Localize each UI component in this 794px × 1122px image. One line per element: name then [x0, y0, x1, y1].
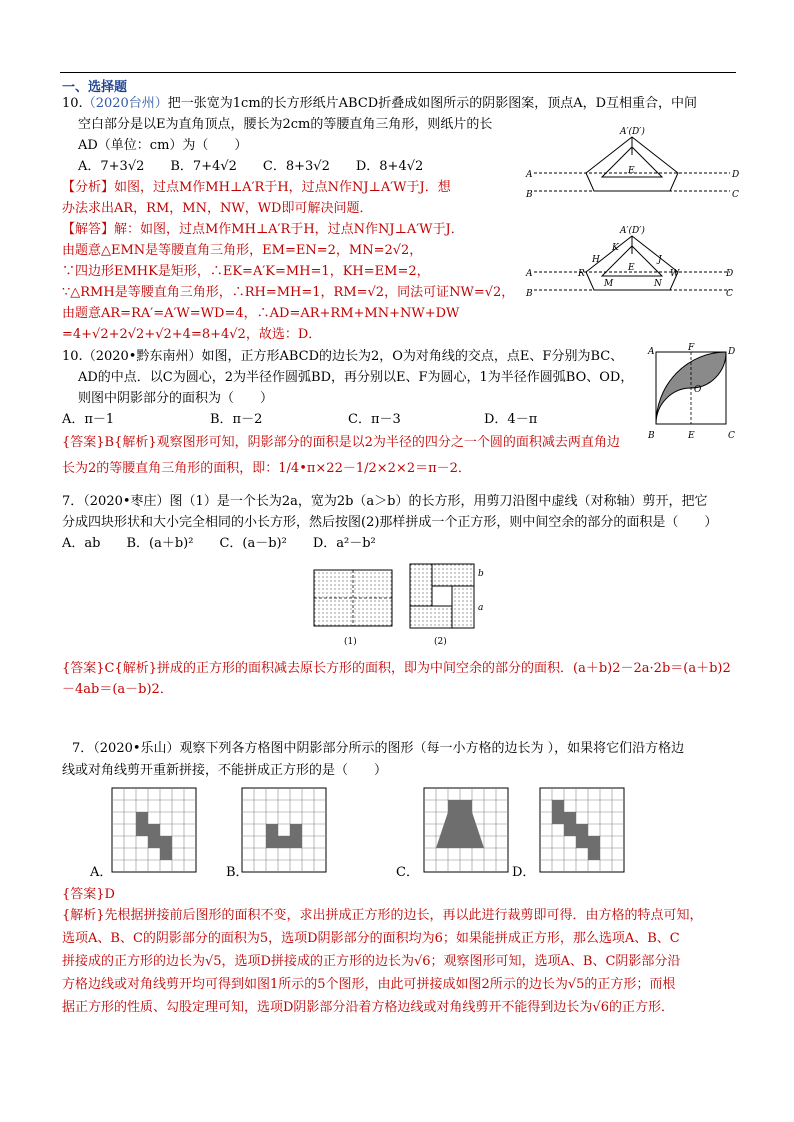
q2-line1: [62, 348, 623, 365]
q3-line1: [62, 493, 708, 510]
q1-fig2-A: A: [526, 269, 533, 279]
q1-fig2-W: W: [670, 269, 680, 279]
q1-fig1-B: B: [526, 190, 533, 200]
q3-line2: 分成四块形状和大小完全相同的小长方形，然后按图(2)那样拼成一个正方形，则中间空余的部分的面积是（ ）: [62, 515, 718, 530]
q1-sol4: ∵△RMH是等腰直角三角形，∴RH=MH=1，RM=√2，同法可证NW=√2，: [62, 285, 515, 300]
q1-fig2-apex: A′(D′): [620, 226, 645, 236]
q4-line1: [72, 740, 684, 757]
q4-grid-a: [112, 788, 196, 872]
q1-line1: [62, 95, 697, 112]
q2-source: （2020•黔东南州）: [82, 349, 202, 364]
q4-grid-b: [242, 788, 326, 872]
q3-answer2: －4ab＝(a－b)2．: [62, 682, 173, 697]
q3-num: 7．: [62, 494, 84, 509]
q3-fig-label2: (2): [434, 637, 447, 647]
q2-num: 10.: [62, 349, 83, 364]
q1-line2: 空白部分是以E为直角顶点，腰长为2cm的等腰直角三角形，则纸片的长: [78, 117, 493, 132]
q1-options: A．7+3√2 B．7+4√2 C．8+3√2 D．8+4√2: [78, 159, 424, 174]
q4-option-a: A．: [90, 865, 113, 880]
q2-option-a: A．π－1: [62, 412, 115, 427]
q4-grid-d: [540, 788, 624, 872]
q3-source: （2020•枣庄）: [83, 494, 170, 509]
q2-line3: 则图中阴影部分的面积为（ ）: [78, 391, 274, 406]
q4-grid-a-shape: [136, 812, 172, 860]
q4-exp2: 选项A、B、C的阴影部分的面积为5，选项D阴影部分的面积均为6；如果能拼成正方形，那么选项A、B、C: [62, 931, 680, 946]
q4-source: （2020•乐山）: [93, 741, 180, 756]
q4-num: 7．: [72, 741, 94, 756]
q1-sol2: 由题意△EMN是等腰直角三角形，EM=EN=2，MN=2√2，: [62, 243, 423, 258]
q4-option-d: D．: [512, 865, 536, 880]
q2-fig-C: C: [728, 431, 735, 441]
q1-line3: AD（单位：cm）为（ ）: [78, 138, 248, 153]
q4-option-b: B．: [226, 865, 249, 880]
q3-fig2-center: [432, 586, 452, 606]
q1-analysis2: 办法求出AR，RM，MN，NW，WD即可解决问题．: [62, 201, 373, 216]
q4-text1: 观察下列各方格图中阴影部分所示的图形（每一小方格的边长为 ），如果将它们沿方格边: [179, 741, 685, 756]
q1-fig2-E: E: [628, 263, 635, 273]
q1-fig2-B: B: [526, 289, 533, 299]
q2-answer2: 长为2的等腰直角三角形的面积，即：1/4•π×22－1/2×2×2＝π－2．: [62, 461, 471, 476]
q2-fig-O: O: [694, 385, 702, 395]
q1-fig2-J: J: [658, 255, 662, 265]
q4-exp5: 据正方形的性质、勾股定理可知，选项D阴影部分沿着方格边线或对角线剪开不能得到边长为√6的正方形．: [62, 1000, 674, 1015]
q1-figure-1: [520, 125, 740, 205]
q1-fig1-apex: A′(D′): [620, 127, 645, 137]
q1-sol3: ∵四边形EMHK是矩形，∴EK=A′K=MH=1，KH=EM=2，: [62, 264, 430, 279]
q4-option-c: C．: [396, 865, 419, 880]
q2-option-c: C．π－3: [348, 412, 401, 427]
q1-figure-2: [520, 222, 740, 302]
q1-sol1: 【解答】解：如图，过点M作MH⊥A′R于H，过点N作NJ⊥A′W于J．: [62, 222, 464, 237]
q3-text1: 图（1）是一个长为2a，宽为2b（a＞b）的长方形，用剪刀沿图中虚线（对称轴）剪开，把它: [169, 494, 708, 509]
q1-analysis1: 【分析】如图，过点M作MH⊥A′R于H，过点N作NJ⊥A′W于J．想: [62, 180, 451, 195]
q2-text1: 如图，正方形ABCD的边长为2，O为对角线的交点，点E、F分别为BC、: [201, 349, 624, 364]
q3-fig-a: a: [478, 603, 484, 613]
q2-answer1: {答案}B{解析}观察图形可知，阴影部分的面积是以2为半径的四分之一个圆的面积减去两直角边: [62, 435, 620, 450]
q2-fig-D: D: [728, 347, 736, 357]
q3-options: A．ab B．(a＋b)² C．(a－b)² D．a²－b²: [62, 536, 376, 551]
q2-figure: [648, 344, 740, 444]
q1-sol6: =4+√2+2√2+√2+4=8+4√2，故选：D．: [62, 327, 322, 342]
q1-fig2-N: N: [654, 279, 662, 289]
q2-option-d: D．4－π: [484, 412, 538, 427]
q1-sol5: 由题意AR=RA′=A′W=WD=4，∴AD=AR+RM+MN+NW+DW: [62, 306, 460, 321]
q3-figures: [310, 560, 490, 650]
q1-fig1-E: E: [628, 166, 635, 176]
section-title: 一、选择题: [62, 80, 128, 95]
q4-grid-c: [424, 788, 508, 872]
q3-answer1: {答案}C{解析}拼成的正方形的面积减去原长方形的面积，即为中间空余的部分的面积．(a＋b)2－2a·2b＝(a＋b)2: [62, 661, 731, 676]
q3-fig-b: b: [478, 569, 484, 579]
top-rule: [60, 72, 736, 73]
q4-exp1: {解析}先根据拼接前后图形的面积不变，求出拼成正方形的边长，再以此进行裁剪即可得．由方格的特点可知，: [62, 908, 703, 923]
q1-fig2-C: C: [726, 289, 733, 299]
q4-grid-b-shape: [266, 824, 302, 848]
q2-line2: AD的中点．以C为圆心，2为半径作圆弧BD，再分别以E、F为圆心，1为半径作圆弧BO、OD，: [78, 370, 634, 385]
q1-text1: 把一张宽为1cm的长方形纸片ABCD折叠成如图所示的阴影图案，顶点A，D互相重合，中间: [167, 96, 698, 111]
q1-fig1-C: C: [732, 190, 739, 200]
q4-grid-b-bg: [242, 788, 326, 872]
q2-fig-E: E: [688, 431, 695, 441]
q2-fig-A: A: [648, 347, 655, 357]
q4-answer: {答案}D: [62, 887, 115, 902]
q2-fig-F: F: [688, 343, 695, 353]
q1-fig2-R: R: [578, 269, 585, 279]
q1-fig2-D: D: [726, 269, 734, 279]
q4-exp4: 方格边线或对角线剪开均可得到如图1所示的5个图形，由此可拼接成如图2所示的边长为√5的正方形；而根: [62, 977, 676, 992]
q2-fig-B: B: [648, 431, 655, 441]
q2-option-b: B．π－2: [210, 412, 263, 427]
q1-fig1-A: A: [526, 170, 533, 180]
q4-exp3: 拼接成的正方形的边长为√5，选项D拼接成的正方形的边长为√6；观察图形可知，选项A、B、C阴影部分沿: [62, 954, 681, 969]
q4-grid-b-lines: [242, 788, 326, 872]
q1-fig2-M: M: [604, 279, 614, 289]
q1-fig1-D: D: [732, 170, 740, 180]
q4-line2: 线或对角线剪开重新拼接，不能拼成正方形的是（ ）: [62, 763, 388, 778]
q1-num: 10.: [62, 96, 83, 111]
q1-source: （2020台州）: [82, 96, 168, 111]
q1-fig2-H: H: [592, 255, 600, 265]
q1-fig2-K: K: [612, 243, 619, 253]
q3-fig-label1: (1): [344, 637, 357, 647]
